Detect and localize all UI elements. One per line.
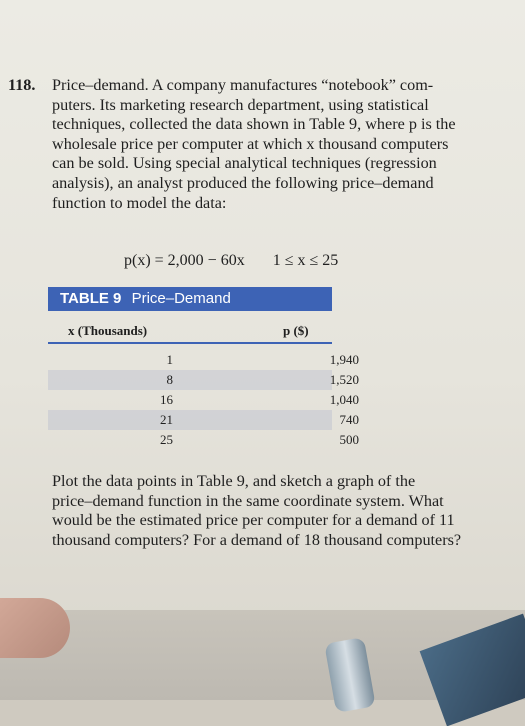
column-header-p: p ($) [283, 323, 309, 338]
table-label: TABLE 9 [60, 290, 122, 307]
table-row [48, 390, 359, 410]
table-row [48, 410, 359, 430]
header-rule [48, 342, 332, 344]
problem-statement [8, 76, 486, 213]
question-line: price–demand function in the same coordinate system. What [52, 491, 444, 510]
price-demand-formula: p(x) = 2,000 − 60x 1 ≤ x ≤ 25 [124, 252, 339, 269]
question-text [52, 472, 484, 550]
question-line: thousand computers? For a demand of 18 thousand computers? [52, 530, 462, 549]
table-row [48, 370, 359, 390]
table-row [48, 430, 359, 450]
cell-x: 16 [160, 392, 173, 407]
problem-line: Price–demand. A company manufactures “notebook” com- [52, 76, 434, 94]
cell-x: 8 [166, 372, 173, 387]
problem-line: function to model the data: [52, 193, 227, 212]
cell-p: 1,940 [329, 352, 359, 367]
cell-x: 1 [166, 352, 173, 367]
table-row [48, 350, 359, 370]
cell-x: 25 [160, 432, 173, 447]
question-line: Plot the data points in Table 9, and sketch a graph of the [52, 472, 416, 490]
problem-number: 118. [8, 76, 36, 94]
problem-line: analysis), an analyst produced the following price–demand [52, 173, 434, 192]
column-header-x: x (Thousands) [68, 323, 148, 338]
problem-line: techniques, collected the data shown in Table 9, where p is the [52, 115, 456, 134]
problem-line: wholesale price per computer at which x thousand computers [52, 134, 449, 153]
problem-line: can be sold. Using special analytical techniques (regression [52, 154, 437, 173]
cell-p: 1,040 [329, 392, 359, 407]
problem-line: puters. Its marketing research department, using statistical [52, 95, 429, 114]
table-header [48, 287, 332, 311]
table-title: Price–Demand [131, 290, 231, 307]
finger [0, 598, 70, 658]
cell-p: 740 [339, 412, 359, 427]
cell-p: 500 [339, 432, 359, 447]
cell-p: 1,520 [329, 372, 359, 387]
question-line: would be the estimated price per computer for a demand of 11 [52, 511, 455, 530]
cell-x: 21 [160, 412, 173, 427]
problem-text [52, 76, 486, 213]
